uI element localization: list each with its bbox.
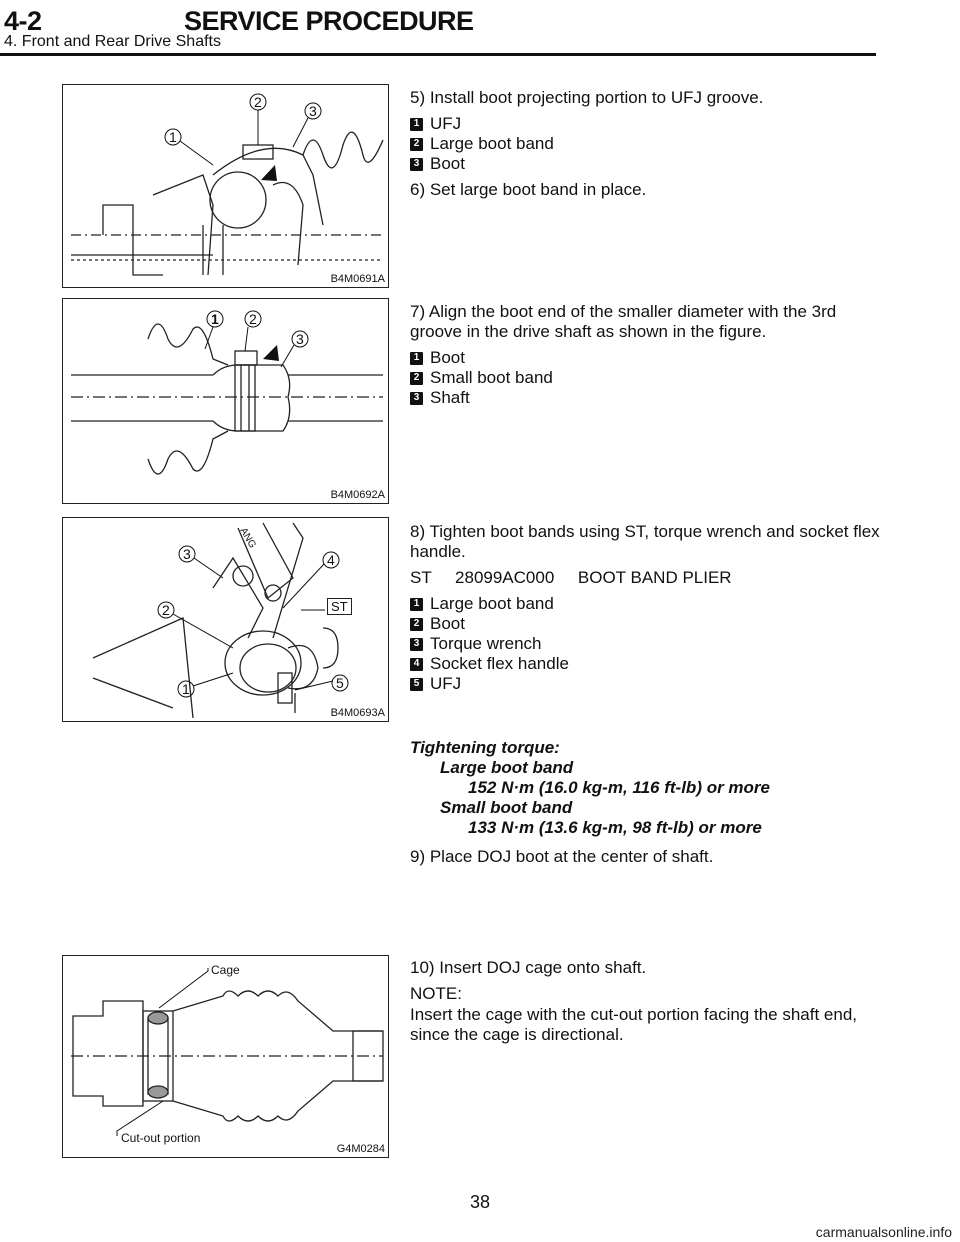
step-9-text: 9) Place DOJ boot at the center of shaft. — [410, 847, 714, 866]
legend-number: 4 — [410, 658, 423, 671]
fig3-label-1: 1 — [182, 681, 190, 697]
fig2-label-3: 3 — [296, 331, 304, 347]
figure-st-tag: ST — [327, 598, 352, 615]
fig3-label-5: 5 — [336, 675, 344, 691]
step-8-text: 8) Tighten boot bands using ST, torque wrench and socket flex handle. — [410, 522, 880, 561]
legend-label: Boot — [430, 154, 465, 173]
legend-item — [410, 134, 890, 154]
legend-label: UFJ — [430, 674, 462, 693]
page-header — [0, 0, 960, 62]
step-8-block — [410, 522, 890, 700]
page-number: 38 — [469, 1192, 491, 1212]
legend-number: 2 — [410, 138, 423, 151]
figure-ufj-boot — [62, 84, 389, 288]
figure-small-boot-band-drawing — [63, 299, 388, 503]
legend-label: Large boot band — [430, 594, 554, 613]
step-10-text: 10) Insert DOJ cage onto shaft. — [410, 958, 647, 977]
section-title: SERVICE PROCEDURE — [184, 6, 474, 36]
figure-code: G4M0284 — [336, 1143, 385, 1155]
legend-item — [410, 634, 890, 654]
figure-code: B4M0691A — [330, 273, 385, 285]
legend-item — [410, 368, 890, 388]
legend-item — [410, 594, 890, 614]
legend-label: Large boot band — [430, 134, 554, 153]
watermark[interactable]: carmanualsonline.info — [815, 1224, 952, 1240]
legend-number: 3 — [410, 158, 423, 171]
fig4-label-cage: Cage — [211, 963, 240, 977]
legend-number: 1 — [410, 598, 423, 611]
step-5-block — [410, 88, 890, 206]
fig2-label-2: 2 — [249, 311, 257, 327]
step-5-legend — [410, 114, 890, 174]
legend-label: UFJ — [430, 114, 462, 133]
figure-boot-band-plier — [62, 517, 389, 722]
legend-item — [410, 154, 890, 174]
section-number: 4-2 — [4, 6, 42, 36]
legend-label: Boot — [430, 614, 465, 633]
fig3-label-3: 3 — [183, 546, 191, 562]
note-text: Insert the cage with the cut-out portion facing the shaft end, since the cage is directional. — [410, 1005, 857, 1044]
figure-doj-cage-drawing — [63, 956, 388, 1157]
legend-number: 3 — [410, 638, 423, 651]
legend-number: 1 — [410, 352, 423, 365]
legend-item — [410, 614, 890, 634]
fig1-label-1: 1 — [169, 129, 177, 145]
figure-code: B4M0692A — [330, 489, 385, 501]
figure-doj-cage — [62, 955, 389, 1158]
legend-item — [410, 674, 890, 694]
fig3-label-2: 2 — [162, 602, 170, 618]
fig4-label-cut-out: Cut-out portion — [121, 1131, 201, 1145]
legend-label: Small boot band — [430, 368, 553, 387]
torque-small-value: 133 N·m (13.6 kg-m, 98 ft-lb) or more — [468, 818, 762, 837]
note-label: NOTE: — [410, 984, 462, 1003]
fig3-label-4: 4 — [327, 552, 335, 568]
legend-number: 5 — [410, 678, 423, 691]
special-tool-line: ST 28099AC000 BOOT BAND PLIER — [410, 568, 732, 587]
figure-code: B4M0693A — [330, 707, 385, 719]
torque-title: Tightening torque: — [410, 738, 560, 757]
legend-number: 2 — [410, 372, 423, 385]
fig1-label-2: 2 — [254, 94, 262, 110]
legend-label: Torque wrench — [430, 634, 542, 653]
legend-number: 3 — [410, 392, 423, 405]
torque-large-label: Large boot band — [440, 758, 574, 777]
legend-number: 1 — [410, 118, 423, 131]
legend-number: 2 — [410, 618, 423, 631]
step-8-legend — [410, 594, 890, 694]
figure-boot-band-plier-drawing — [63, 518, 388, 721]
header-rule — [0, 53, 876, 56]
legend-item — [410, 348, 890, 368]
torque-large-value: 152 N·m (16.0 kg-m, 116 ft-lb) or more — [468, 778, 770, 797]
step-7-text: 7) Align the boot end of the smaller diameter with the 3rd groove in the drive shaft as shown in the figure. — [410, 302, 837, 341]
fig1-label-3: 3 — [309, 103, 317, 119]
figure-ufj-boot-drawing — [63, 85, 388, 287]
fig2-label-1: 1 — [211, 311, 219, 327]
step-6-text: 6) Set large boot band in place. — [410, 180, 647, 199]
legend-item — [410, 388, 890, 408]
figure-small-boot-band — [62, 298, 389, 504]
fig3-tool-text: ANG — [237, 526, 258, 551]
step-7-block — [410, 302, 890, 414]
step-5-text: 5) Install boot projecting portion to UFJ groove. — [410, 88, 764, 107]
legend-label: Shaft — [430, 388, 470, 407]
legend-item — [410, 654, 890, 674]
section-subtitle: 4. Front and Rear Drive Shafts — [4, 33, 221, 50]
step-10-block — [410, 958, 890, 1045]
step-7-legend — [410, 348, 890, 408]
legend-label: Boot — [430, 348, 465, 367]
torque-block — [410, 738, 890, 873]
legend-item — [410, 114, 890, 134]
torque-small-label: Small boot band — [440, 798, 573, 817]
legend-label: Socket flex handle — [430, 654, 569, 673]
